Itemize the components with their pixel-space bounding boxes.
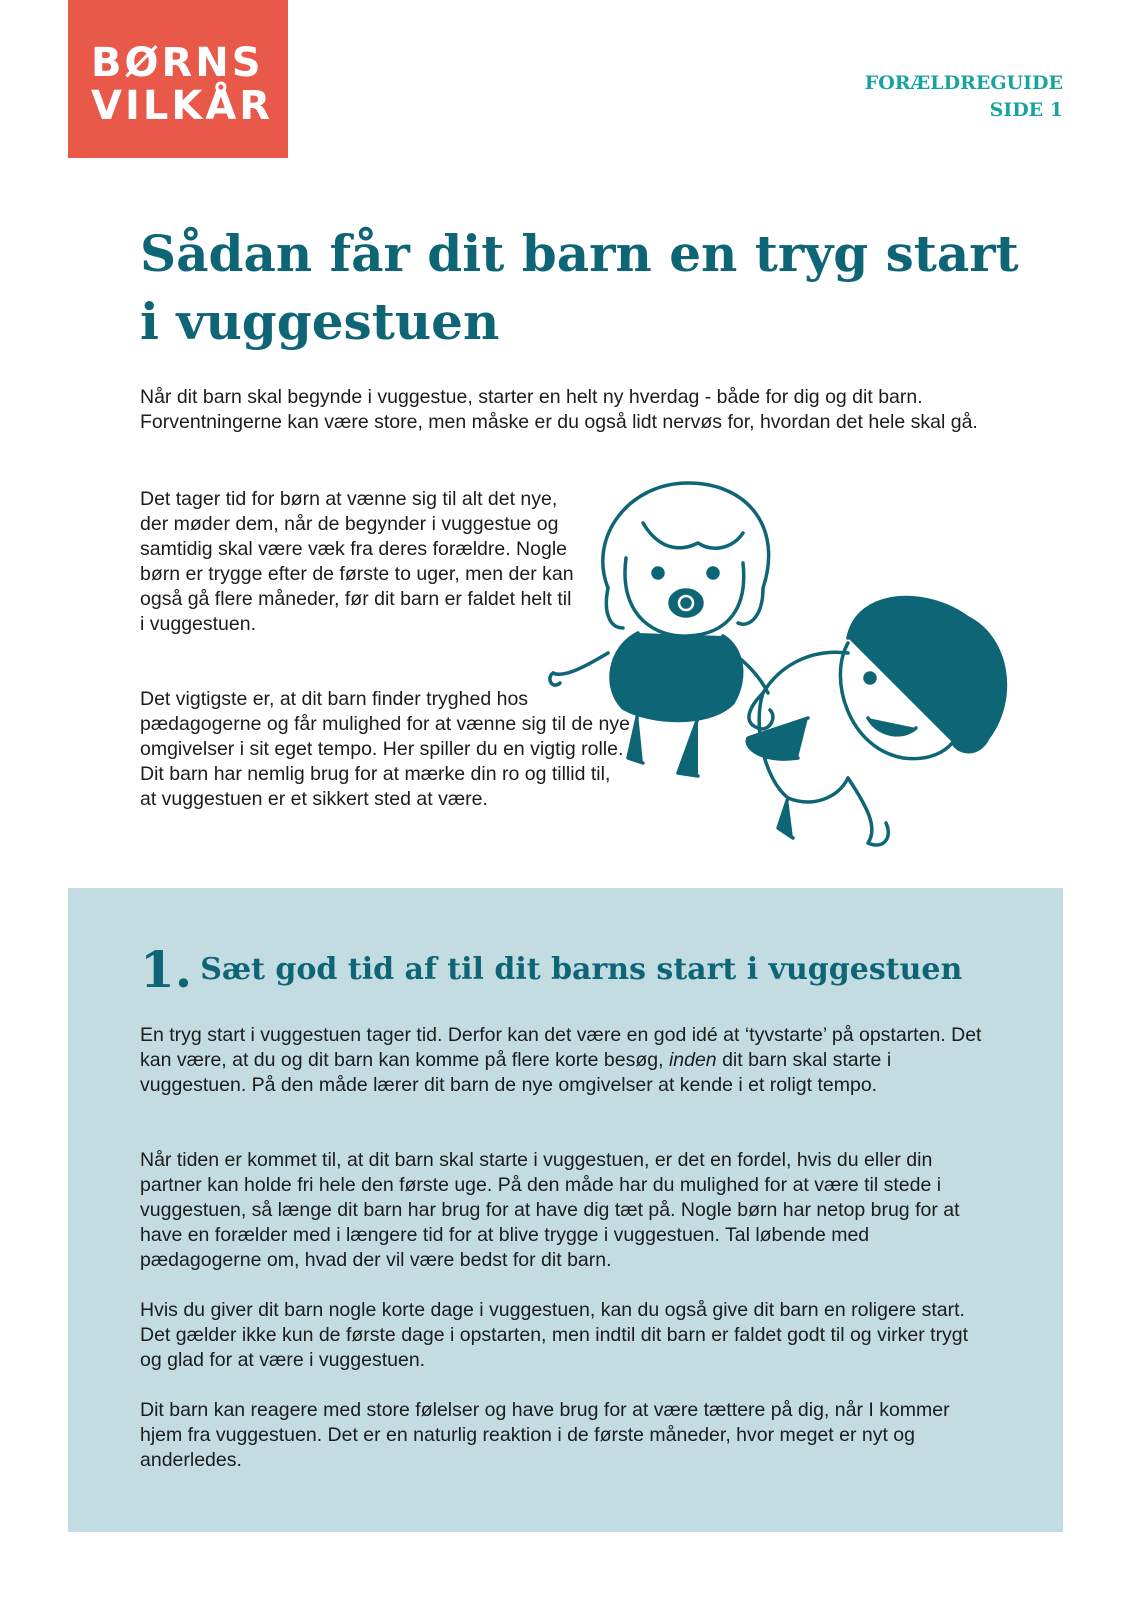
section-number: 1. (140, 940, 193, 999)
section-1-paragraph-2: Når tiden er kommet til, at dit barn skal starte i vuggestuen, er det en fordel, hvis du eller din partner kan holde fri hele den første uge. På den måde har du mulighed for at være til stede i vuggestuen, så længe dit barn har brug for at have dig tæt på. Nogle børn har netop brug for at have en forælder med i længere tid for at blive trygge i vuggestuen. Tal løbende med pædagogerne om, hvad der vil være bedst for dit barn. (140, 1149, 960, 1271)
section-1-paragraph-3: Hvis du giver dit barn nogle korte dage i vuggestuen, kan du også give dit barn en roligere start. Det gælder ikke kun de første dage i opstarten, men indtil dit barn er faldet godt til og virker trygt og glad for at være i vuggestuen. (140, 1299, 969, 1371)
section-1-paragraph-1 (140, 1023, 990, 1098)
page-title: Sådan får dit barn en tryg start i vuggestuen (140, 224, 1019, 351)
logo-line-2: VILKÅR (91, 83, 274, 129)
intro-paragraph: Når dit barn skal begynde i vuggestue, starter en helt ny hverdag - både for dig og dit barn. Forventningerne kan være store, men måske er du også lidt nervøs for, hvordan det hele skal gå. (140, 386, 978, 433)
body-paragraph-3: Det vigtigste er, at dit barn finder tryghed hos pædagogerne og får mulighed for at vænne sig til de nye omgivelser i sit eget tempo. Her spiller du en vigtig rolle. Dit barn har nemlig brug for at mærke din ro og tillid til, at vuggestuen er et sikkert sted at være. (140, 688, 630, 810)
body-paragraph-2: Det tager tid for børn at vænne sig til alt det nye, der møder dem, når de begynder i vuggestue og samtidig skal være væk fra deres forældre. Nogle børn er trygge efter de første to uger, men der kan også gå flere måneder, før dit barn er faldet helt til i vuggestuen. (140, 488, 574, 635)
section-1-paragraph-1-a: En tryg start i vuggestuen tager tid. Derfor kan det være en god idé at ‘tyvstarte’ på opstarten. Det kan være, at du og dit barn kan komme på flere korte besøg, (140, 1024, 982, 1071)
section-1-paragraph-1-emphasis: inden (668, 1049, 717, 1071)
logo-line-1: BØRNS (91, 40, 264, 86)
section-1-paragraph-1-b: dit barn skal starte i vuggestuen. På den måde lærer dit barn de nye omgivelser at kende i et roligt tempo. (140, 1049, 892, 1096)
brand-logo (68, 0, 288, 158)
section-1-heading (140, 940, 962, 999)
two-toddlers-holding-hands-illustration (548, 478, 1048, 878)
guide-label: FORÆLDREGUIDE (864, 72, 1063, 94)
section-title: Sæt god tid af til dit barns start i vuggestuen (200, 952, 963, 987)
page-header-label (865, 70, 1063, 124)
page-number: SIDE 1 (989, 99, 1063, 121)
section-1-paragraph-4: Dit barn kan reagere med store følelser og have brug for at være tættere på dig, når I kommer hjem fra vuggestuen. Det er en naturlig reaktion i de første måneder, hvor meget er nyt og anderledes. (140, 1399, 950, 1471)
